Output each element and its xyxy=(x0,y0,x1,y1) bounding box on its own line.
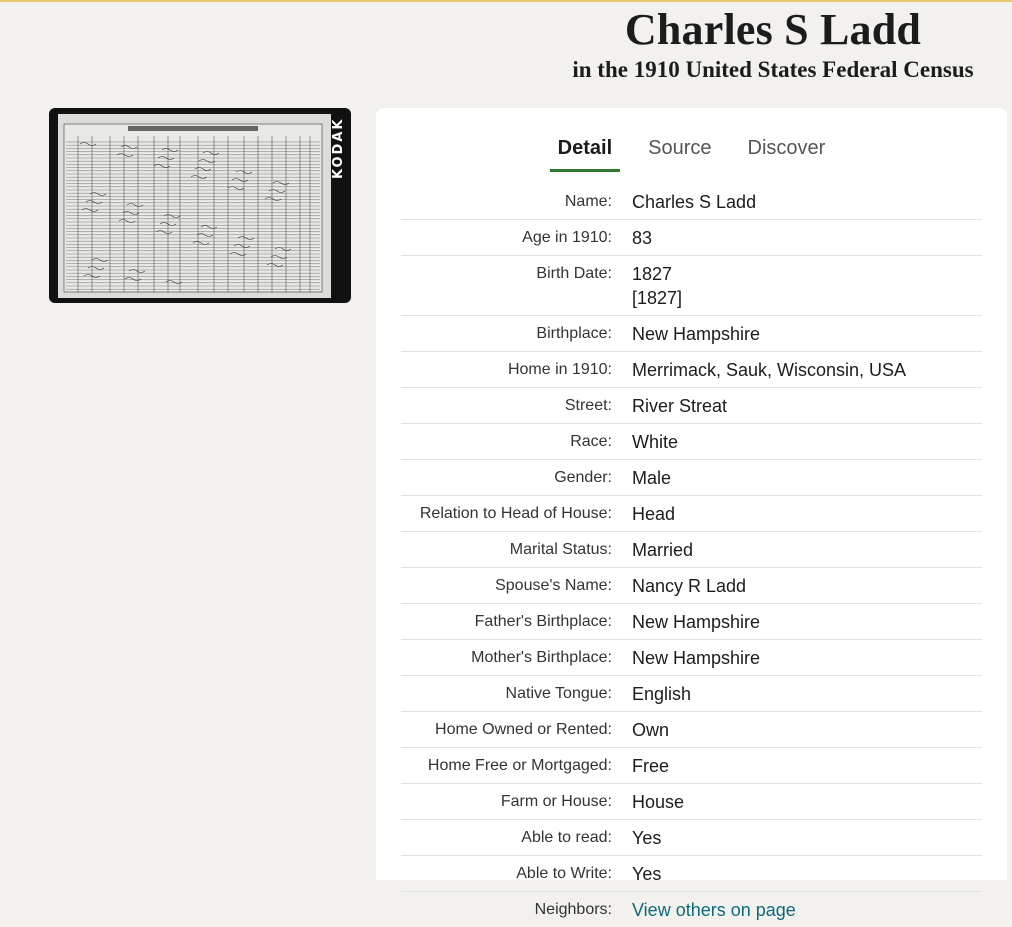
detail-row xyxy=(401,496,982,532)
detail-value xyxy=(632,538,693,562)
detail-row xyxy=(401,784,982,820)
census-image-thumbnail[interactable] xyxy=(49,108,351,303)
detail-list xyxy=(401,184,982,927)
detail-value-text: House xyxy=(632,792,685,812)
detail-row xyxy=(401,220,982,256)
page-subtitle: in the 1910 United States Federal Census xyxy=(572,57,974,82)
film-edge-text: KODAK xyxy=(331,118,346,180)
detail-value xyxy=(632,826,661,850)
detail-label: Age in 1910: xyxy=(522,229,612,246)
detail-value-text: Yes xyxy=(632,828,662,848)
tab-discover[interactable]: Discover xyxy=(747,137,826,159)
detail-value-text: 1827 xyxy=(632,264,673,284)
detail-label: Street: xyxy=(564,397,612,414)
detail-value xyxy=(632,226,652,250)
detail-label: Name: xyxy=(564,193,612,210)
detail-value-text: New Hampshire xyxy=(632,612,761,632)
detail-label: Birth Date: xyxy=(536,265,612,282)
detail-row xyxy=(401,856,982,892)
page-title: Charles S Ladd xyxy=(624,5,922,54)
detail-label: Native Tongue: xyxy=(505,685,612,702)
detail-value xyxy=(632,322,760,346)
detail-value xyxy=(632,466,671,490)
detail-value xyxy=(632,718,669,742)
detail-row xyxy=(401,568,982,604)
detail-row xyxy=(401,532,982,568)
detail-label: Home Free or Mortgaged: xyxy=(427,757,612,774)
record-tabs xyxy=(376,132,1007,172)
detail-value-text: Merrimack, Sauk, Wisconsin, USA xyxy=(632,360,907,380)
detail-value xyxy=(632,394,727,418)
detail-label: Spouse's Name: xyxy=(495,577,612,594)
detail-value-text: Married xyxy=(632,540,694,560)
detail-value xyxy=(632,502,675,526)
detail-row xyxy=(401,892,982,927)
detail-value-text: Own xyxy=(632,720,670,740)
detail-label: Home in 1910: xyxy=(507,361,612,378)
detail-value xyxy=(632,754,669,778)
detail-value-text: New Hampshire xyxy=(632,648,761,668)
detail-value-text: English xyxy=(632,684,692,704)
detail-value-text: White xyxy=(632,432,679,452)
tab-detail[interactable]: Detail xyxy=(546,132,624,172)
tab-source[interactable]: Source xyxy=(648,137,712,159)
detail-row xyxy=(401,424,982,460)
detail-value xyxy=(632,358,906,382)
detail-value xyxy=(632,574,746,598)
detail-row xyxy=(401,640,982,676)
record-detail-panel xyxy=(376,108,1007,920)
detail-label: Gender: xyxy=(554,469,612,486)
detail-label: Birthplace: xyxy=(536,325,612,342)
detail-value-text: Yes xyxy=(632,864,662,884)
detail-row xyxy=(401,604,982,640)
detail-value-text: Charles S Ladd xyxy=(632,192,757,212)
detail-row xyxy=(401,460,982,496)
detail-value-text: Head xyxy=(632,504,676,524)
detail-value-text: Nancy R Ladd xyxy=(632,576,747,596)
detail-value xyxy=(632,262,682,310)
detail-value xyxy=(632,682,691,706)
detail-label: Neighbors: xyxy=(534,901,612,918)
detail-value xyxy=(632,898,796,922)
detail-value-text: Male xyxy=(632,468,672,488)
detail-value xyxy=(632,646,760,670)
census-sheet-image xyxy=(58,114,331,298)
page-header xyxy=(540,6,1006,84)
view-others-link[interactable]: View others on page xyxy=(632,900,796,920)
detail-label: Able to read: xyxy=(521,829,612,846)
detail-row xyxy=(401,184,982,220)
detail-value xyxy=(632,430,678,454)
detail-value-text: New Hampshire xyxy=(632,324,761,344)
top-accent-rule xyxy=(0,0,1012,2)
detail-value-text: River Streat xyxy=(632,396,728,416)
detail-value-text: Free xyxy=(632,756,670,776)
detail-row xyxy=(401,256,982,316)
detail-value-text: 83 xyxy=(632,228,653,248)
detail-value xyxy=(632,610,760,634)
detail-row xyxy=(401,352,982,388)
detail-row xyxy=(401,388,982,424)
detail-label: Father's Birthplace: xyxy=(474,613,612,630)
detail-value-text-secondary: [1827] xyxy=(632,288,683,308)
detail-label: Home Owned or Rented: xyxy=(435,721,612,738)
detail-row xyxy=(401,316,982,352)
detail-row xyxy=(401,748,982,784)
detail-label: Race: xyxy=(570,433,612,450)
detail-label: Able to Write: xyxy=(516,865,612,882)
detail-label: Farm or House: xyxy=(500,793,612,810)
detail-label: Mother's Birthplace: xyxy=(471,649,612,666)
detail-label: Relation to Head of House: xyxy=(419,505,612,522)
detail-row xyxy=(401,712,982,748)
detail-value xyxy=(632,790,684,814)
detail-label: Marital Status: xyxy=(509,541,612,558)
detail-row xyxy=(401,820,982,856)
detail-value xyxy=(632,190,756,214)
detail-row xyxy=(401,676,982,712)
detail-value xyxy=(632,862,661,886)
